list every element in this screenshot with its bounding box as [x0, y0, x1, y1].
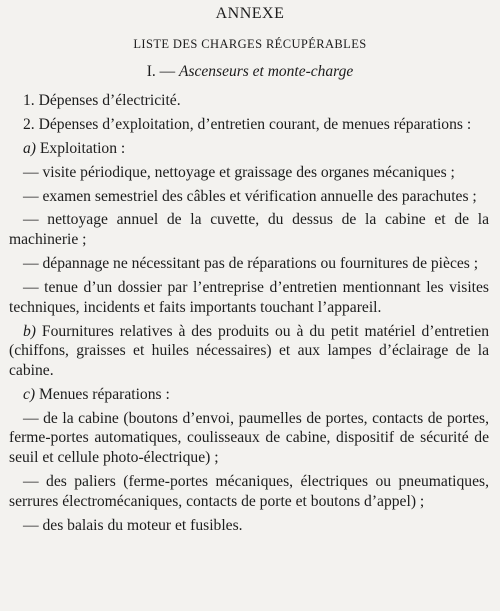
subsection-a [9, 139, 489, 159]
list-item-a5: — tenue d’un dossier par l’entreprise d’entretien mentionnant les visites techniques, incidents et faits importants touchant l’appareil. [9, 278, 489, 316]
list-item-a1: — visite périodique, nettoyage et graissage des organes mécaniques ; [23, 163, 455, 181]
section-title: Ascenseurs et monte-charge [179, 63, 354, 80]
subsection-b-text: Fournitures relatives à des produits ou à du petit matériel d’entretien (chiffons, graisses et huiles nécessaires) et aux lampes d’éclairage de la cabine. [9, 322, 489, 379]
document-body [9, 91, 489, 540]
subsection-c [9, 385, 489, 405]
list-item-a4: — dépannage ne nécessitant pas de réparations ou fournitures de pièces ; [23, 255, 479, 273]
list-item-c2: — des paliers (ferme-portes mécaniques, électriques ou pneumatiques, serrures électromécaniques, contacts de porte et boutons d’appel) ; [9, 473, 489, 510]
list-item-a3: — nettoyage annuel de la cuvette, du dessus de la cabine et de la machinerie ; [9, 211, 489, 249]
subsection-b [9, 322, 489, 381]
subsection-a-label: a) [23, 139, 36, 157]
section-heading [0, 63, 500, 81]
section-number: I. — [146, 63, 176, 80]
list-title: LISTE DES CHARGES RÉCUPÉRABLES [133, 37, 367, 51]
item-2: 2. Dépenses d’exploitation, d’entretien courant, de menues réparations : [23, 115, 472, 133]
subsection-b-label: b) [23, 322, 36, 340]
item-1: 1. Dépenses d’électricité. [23, 92, 181, 109]
list-item-c3: — des balais du moteur et fusibles. [23, 516, 243, 534]
subsection-c-text: Menues réparations : [39, 385, 170, 403]
subsection-c-label: c) [23, 385, 36, 403]
list-item-a2: — examen semestriel des câbles et vérification annuelle des parachutes ; [23, 187, 477, 205]
annexe-title: ANNEXE [215, 5, 285, 22]
list-item-c1: — de la cabine (boutons d’envoi, paumelles de portes, contacts de portes, ferme-portes automatiques, coulisseaux de cabine, dispositif de sécurité de seuil et cellule photo-électrique) ; [9, 409, 489, 467]
subsection-a-text: Exploitation : [39, 139, 126, 157]
